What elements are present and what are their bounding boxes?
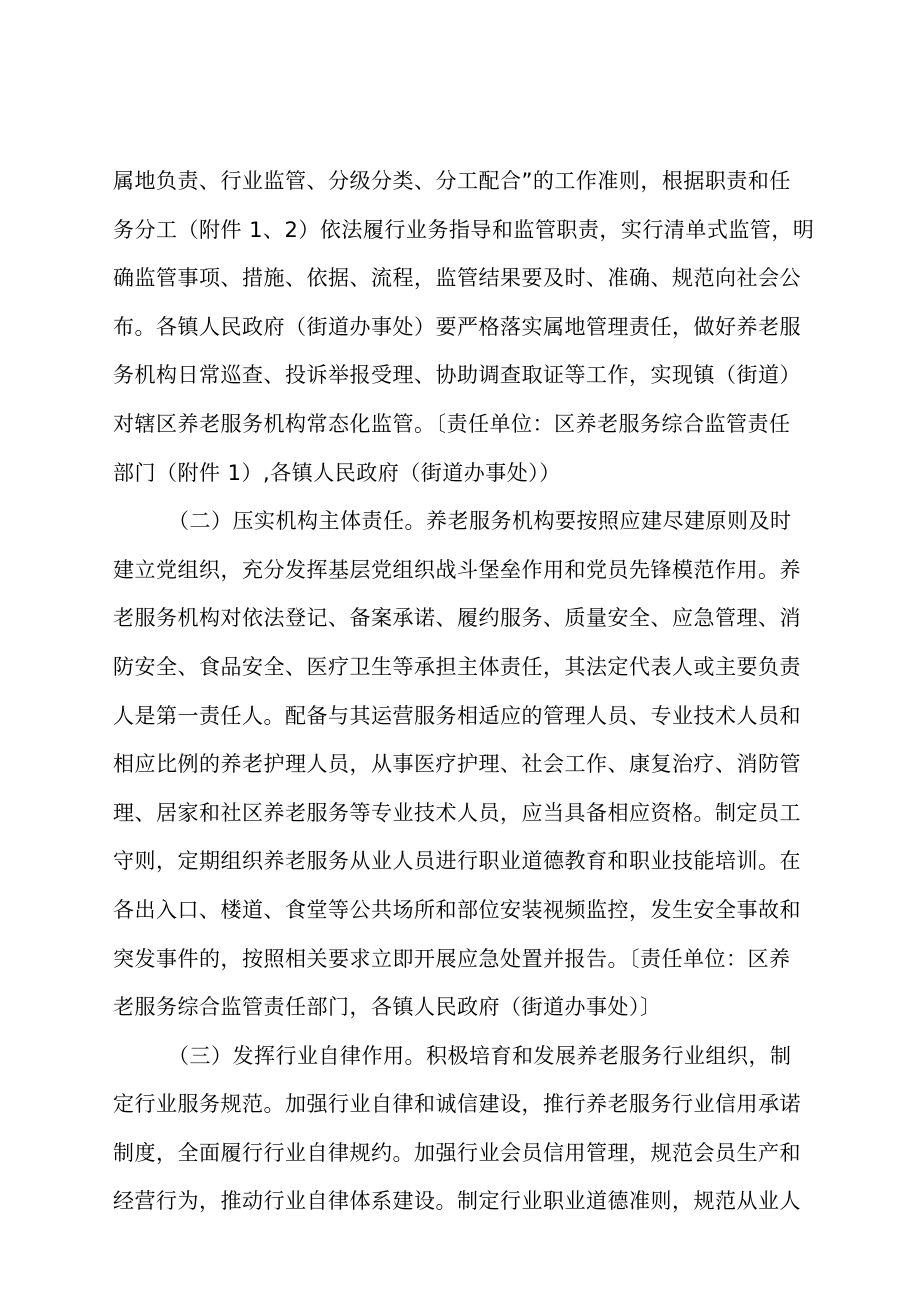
text-line: 突发事件的，按照相关要求立即开展应急处置并报告。〔责任单位：区养 (113, 946, 791, 971)
text-line: 属地负责、行业监管、分级分类、分工配合”的工作准则，根据职责和任 (113, 169, 791, 193)
text-line: 务机构日常巡查、投诉举报受理、协助调查取证等工作，实现镇（街道） (113, 363, 801, 388)
text-line: 对辖区养老服务机构常态化监管。〔责任单位：区养老服务综合监管责任 (113, 411, 791, 436)
text-line: 务分工（附件 1、2）依法履行业务指导和监管职责，实行清单式监管，明 (113, 217, 815, 242)
text-line: 理、居家和社区养老服务等专业技术人员，应当具备相应资格。制定员工 (113, 800, 801, 825)
text-line: 确监管事项、措施、依据、流程，监管结果要及时、准确、规范向社会公 (113, 266, 801, 291)
paragraph-2 (113, 497, 813, 1032)
text-line: 各出入口、楼道、食堂等公共场所和部位安装视频监控，发生安全事故和 (113, 897, 801, 922)
text-line: 老服务综合监管责任部门，各镇人民政府（街道办事处）〕 (113, 995, 662, 1020)
text-line: 布。各镇人民政府（街道办事处）要严格落实属地管理责任，做好养老服 (113, 314, 801, 339)
paragraph-3 (113, 1032, 813, 1226)
text-line: 老服务机构对依法登记、备案承诺、履约服务、质量安全、应急管理、消 (113, 606, 801, 631)
text-line: 经营行为，推动行业自律体系建设。制定行业职业道德准则，规范从业人 (113, 1189, 801, 1214)
text-line: 守则，定期组织养老服务从业人员进行职业道德教育和职业技能培训。在 (113, 849, 801, 874)
text-line: 建立党组织，充分发挥基层党组织战斗堡垒作用和党员先锋模范作用。养 (113, 557, 801, 582)
text-line: 人是第一责任人。配备与其运营服务相适应的管理人员、专业技术人员和 (113, 703, 801, 728)
document-body (113, 157, 813, 1226)
text-line: 防安全、食品安全、医疗卫生等承担主体责任，其法定代表人或主要负责 (113, 654, 801, 679)
paragraph-1 (113, 157, 813, 497)
text-line: 制度，全面履行行业自律规约。加强行业会员信用管理，规范会员生产和 (113, 1140, 801, 1165)
text-line-indented: （二）压实机构主体责任。养老服务机构要按照应建尽建原则及时 (168, 509, 792, 534)
text-line-indented: （三）发挥行业自律作用。积极培育和发展养老服务行业组织，制 (168, 1043, 792, 1068)
text-line: 部门（附件 1）,各镇人民政府（街道办事处）） (113, 460, 561, 485)
text-line: 相应比例的养老护理人员，从事医疗护理、社会工作、康复治疗、消防管 (113, 752, 801, 777)
text-line: 定行业服务规范。加强行业自律和诚信建设，推行养老服务行业信用承诺 (113, 1092, 801, 1117)
